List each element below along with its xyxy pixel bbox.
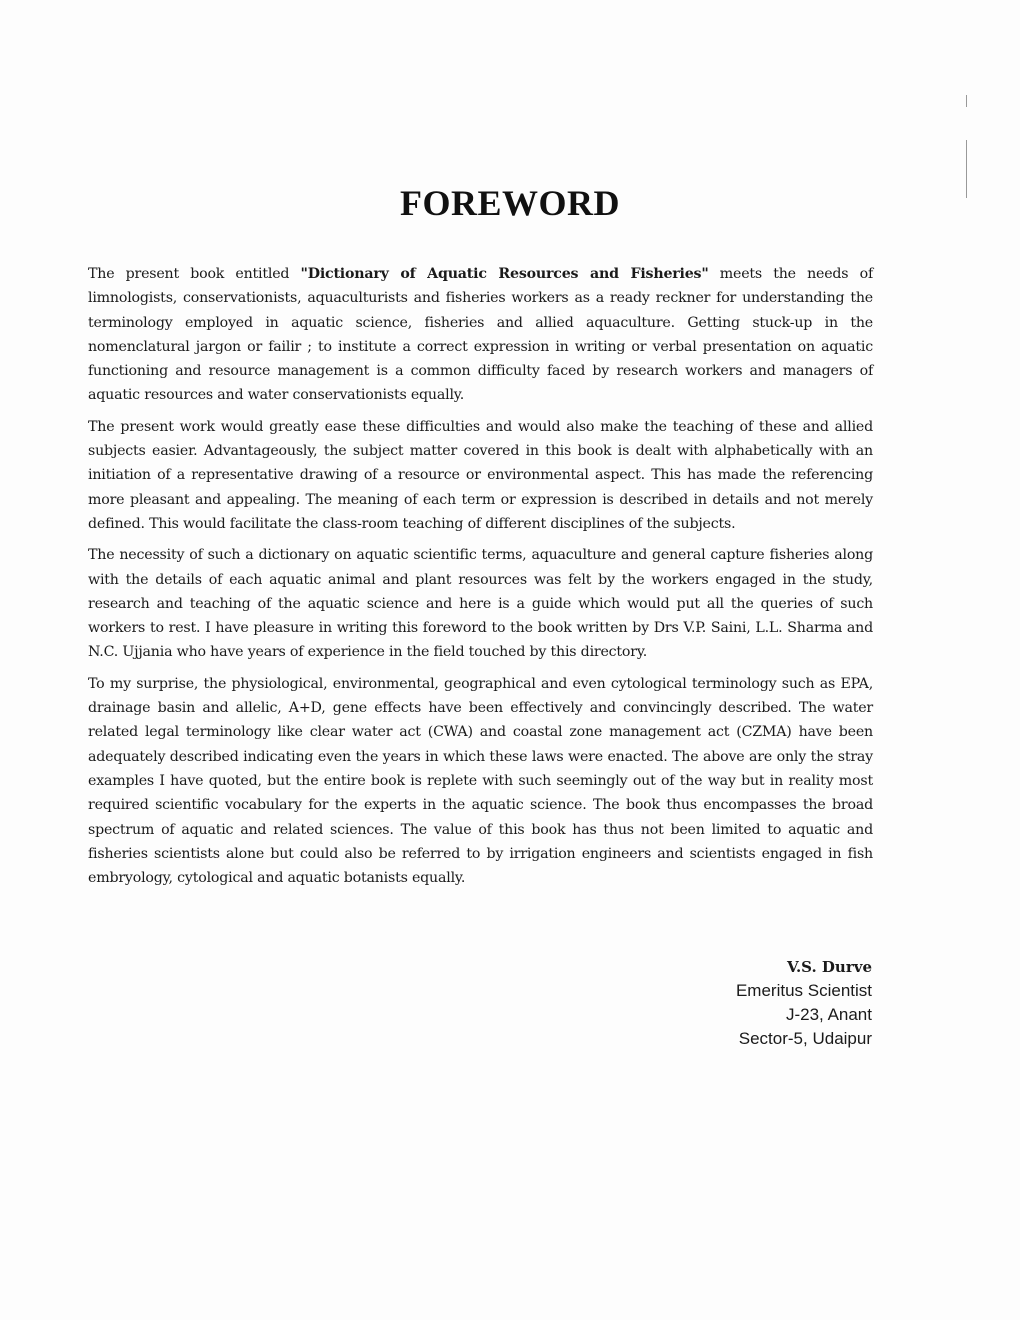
paragraph-3: The necessity of such a dictionary on aquatic scientific terms, aquaculture and general capture fisheries along with the details of each aquatic animal and plant resources was felt by the workers engaged in the study, research and teaching of the aquatic science and here is a guide which would put all the queries of such workers to rest. I have pleasure in writing this foreword to the book written by Drs V.P. Saini, L.L. Sharma and N.C. Ujjania who have years of experience in the field touched by this directory. [88,547,873,661]
signatory-name: V.S. Durve [786,958,872,976]
paragraph-2: The present work would greatly ease these difficulties and would also make the teaching of these and allied subjects easier. Advantageously, the subject matter covered in this book is dealt with alphabetically with an initiation of a representative drawing of a resource or environmental aspect. This has made the referencing more pleasant and appealing. The meaning of each term or expression is described in details and not merely defined. This would facilitate the class-room teaching of different disciplines of the subjects. [88,418,873,532]
page-title: FOREWORD [400,183,620,223]
foreword-body [88,262,873,897]
paragraph-1: The present book entitled "Dictionary of Aquatic Resources and Fisheries" meets the needs of limnologists, conservationists, aquaculturists and fisheries workers as a ready reckner for understanding the terminology employed in aquatic science, fisheries and allied aquaculture. Getting stuck-up in the nomenclatural jargon or failir ; to institute a correct expression in writing or verbal presentation on aquatic functioning and resource management is a common difficulty faced by research workers and managers of aquatic resources and water conservationists equally. [88,266,873,404]
signature-block [736,955,872,1051]
signatory-designation: Emeritus Scientist [735,981,872,1000]
scan-mark [966,95,967,107]
book-title: "Dictionary of Aquatic Resources and Fisheries" [300,266,709,282]
address-line-1: J-23, Anant [785,1005,872,1024]
address-line-2: Sector-5, Udaipur [738,1029,872,1048]
paragraph-4: To my surprise, the physiological, environmental, geographical and even cytological terminology such as EPA, drainage basin and allelic, A+D, gene effects have been effectively and convincingly described. The water related legal terminology like clear water act (CWA) and coastal zone management act (CZMA) have been adequately described indicating even the years in which these laws were enacted. The above are only the stray examples I have quoted, but the entire book is replete with such seemingly out of the way but in reality most required scientific vocabulary for the experts in the aquatic science. The book thus encompasses the broad spectrum of aquatic and related sciences. The value of this book has thus not been limited to aquatic and fisheries scientists alone but could also be referred to by irrigation engineers and scientists engaged in fish embryology, cytological and aquatic botanists equally. [88,675,873,887]
